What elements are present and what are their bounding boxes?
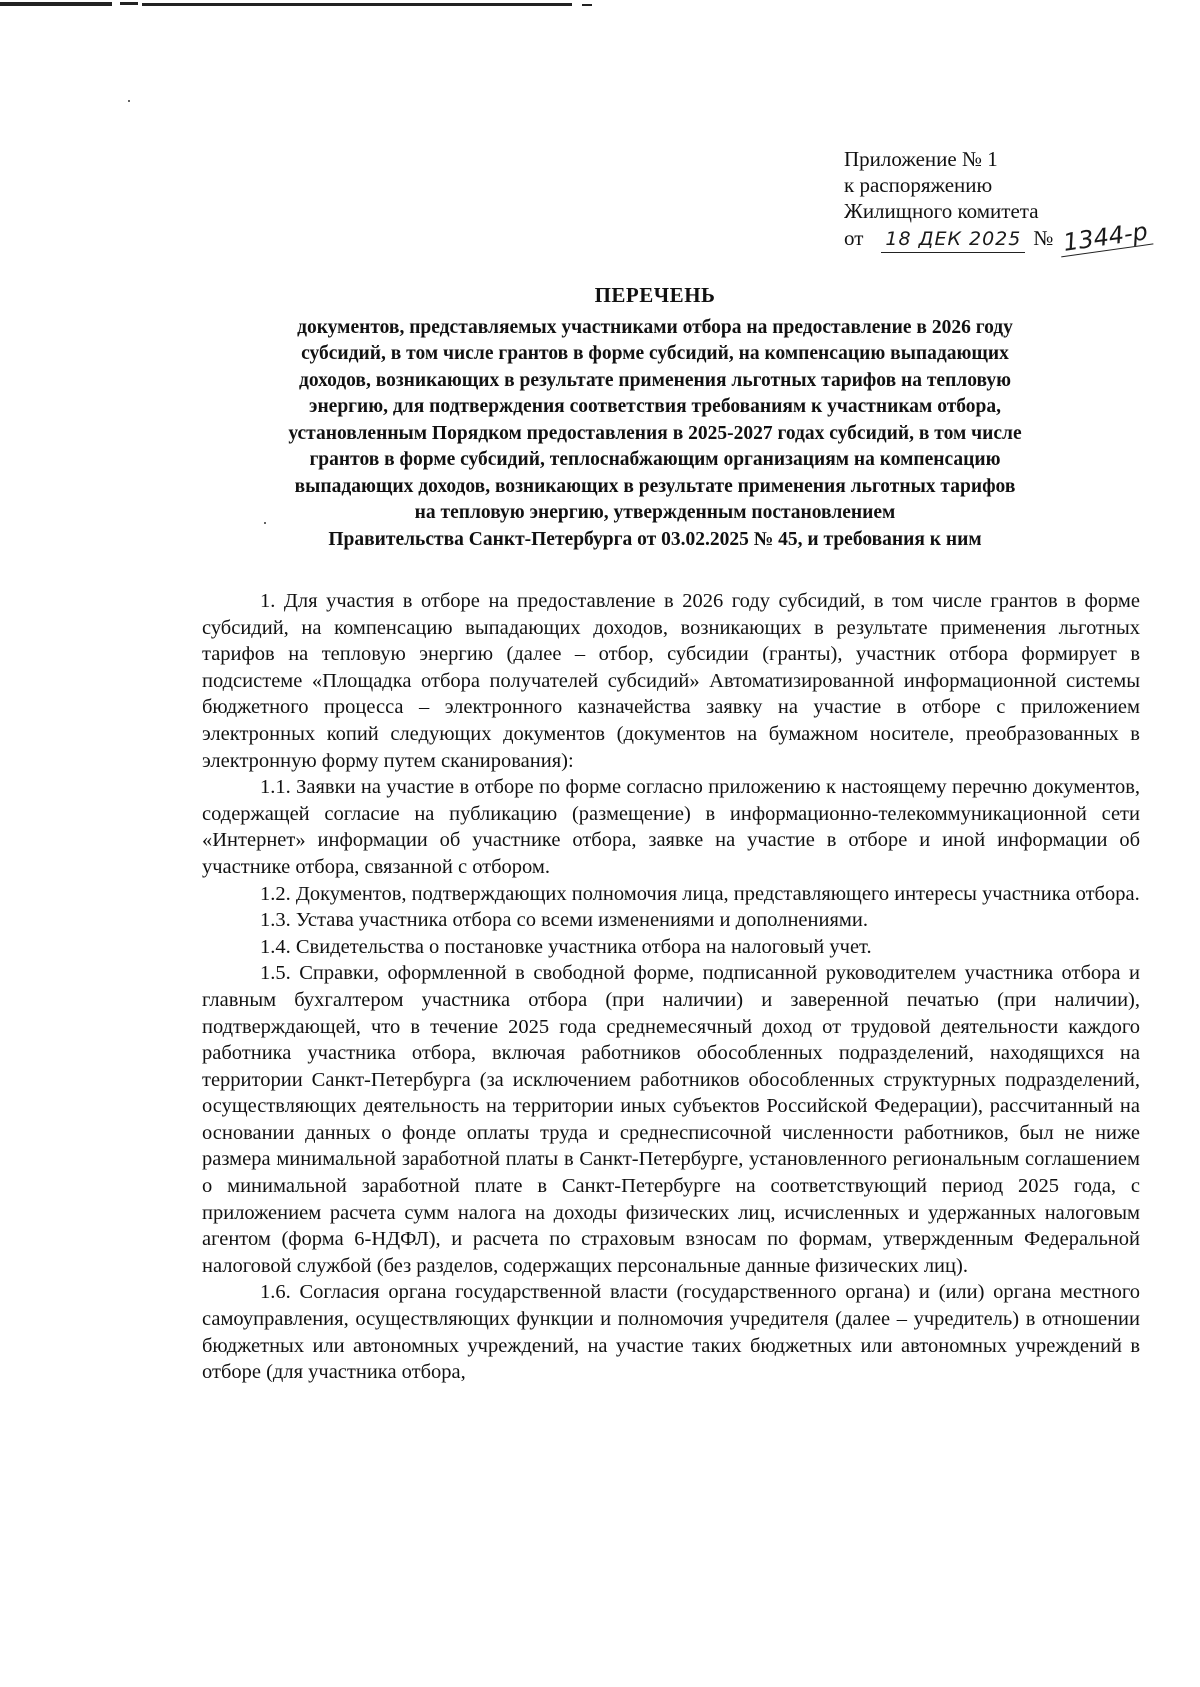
body-paragraph: 1.6. Согласия органа государственной власти (государственного органа) и (или) органа местного самоуправления, осуществляющих функции и полномочия учредителя (далее – учредитель) в отношении бюджетных или автономных учреждений, на участие таких бюджетных или автономных учреждений в отборе (для участника отбора, — [202, 1281, 1140, 1384]
scan-artifact-line — [142, 3, 572, 6]
title-line: на тепловую энергию, утвержденным постановлением — [414, 502, 896, 523]
title-line: субсидий, в том числе грантов в форме субсидий, на компенсацию выпадающих — [301, 343, 1009, 364]
title-line: документов, представляемых участниками отбора на предоставление в 2026 году — [297, 316, 1013, 338]
handwritten-date-stamp: 18 ДЕК 2025 — [881, 226, 1025, 253]
title-line: Правительства Санкт-Петербурга от 03.02.2025 № 45, и требования к ним — [328, 528, 982, 550]
scan-artifact-line — [582, 4, 592, 6]
document-title-block — [190, 282, 1120, 553]
appendix-header — [844, 146, 1152, 257]
title-line: доходов, возникающих в результате применения льготных тарифов на тепловую — [298, 369, 1012, 391]
body-paragraph: 1.5. Справки, оформленной в свободной форме, подписанной руководителем участника отбора и главным бухгалтером участника отбора (при наличии) и заверенной печатью (при наличии), подтверждающей, что в течение 2025 года среднемесячный доход от трудовой деятельности каждого работника участника отбора, включая работников обособленных подразделений, находящихся на территории Санкт-Петербурга (за исключением работников обособленных структурных подразделений, осуществляющих деятельность на территории иных субъектов Российской Федерации), рассчитанный на основании данных о фонде оплаты труда и среднесписочной численности работников, был не ниже размера минимальной заработной платы в Санкт-Петербурге, установленного региональным соглашением о минимальной заработной плате в Санкт-Петербурге на соответствующий период 2025 года, с приложением расчета сумм налога на доходы физических лиц, исчисленных и удержанных налоговым агентом (форма 6-НДФЛ), и расчета по страховым взносам по формам, утвержденным Федеральной налоговой службой (без разделов, содержащих персональные данные физических лиц). — [202, 962, 1140, 1277]
title-line: установленным Порядком предоставления в 2025-2027 годах субсидий, в том числе — [288, 422, 1022, 444]
appendix-line: к распоряжению — [844, 173, 993, 197]
scan-artifact-line — [0, 2, 112, 6]
title-line: энергию, для подтверждения соответствия требованиям к участникам отбора, — [309, 396, 1001, 417]
document-body — [202, 588, 1140, 1386]
appendix-line: Приложение № 1 — [844, 147, 998, 171]
appendix-line: Жилищного комитета — [844, 199, 1039, 223]
document-title: ПЕРЕЧЕНЬ — [594, 283, 716, 307]
title-line: выпадающих доходов, возникающих в результате применения льготных тарифов — [294, 475, 1016, 497]
title-line: грантов в форме субсидий, теплоснабжающим организациям на компенсацию — [309, 449, 1001, 470]
body-paragraph: 1.3. Устава участника отбора со всеми изменениями и дополнениями. — [260, 909, 868, 932]
body-paragraph: 1. Для участия в отборе на предоставление в 2026 году субсидий, в том числе грантов в форме субсидий, на компенсацию выпадающих доходов, возникающих в результате применения льготных тарифов на тепловую энергию (далее – отбор, субсидии (гранты), участник отбора формирует в подсистеме «Площадка отбора получателей субсидий» Автоматизированной информационной системы бюджетного процесса – электронного казначейства заявку на участие в отборе с приложением электронных копий следующих документов (документов на бумажном носителе, преобразованных в электронную форму путем сканирования): — [202, 590, 1140, 772]
scan-artifact-line — [120, 2, 138, 5]
body-paragraph: 1.4. Свидетельства о постановке участника отбора на налоговый учет. — [260, 935, 872, 958]
handwritten-document-number: 1344-р — [1058, 218, 1154, 258]
appendix-date-line — [844, 217, 1152, 257]
body-paragraph: 1.2. Документов, подтверждающих полномочия лица, представляющего интересы участника отбора. — [260, 882, 1140, 905]
date-prefix: от — [844, 226, 864, 250]
number-label: № — [1033, 226, 1054, 250]
scan-artifact-dot — [128, 100, 130, 102]
body-paragraph: 1.1. Заявки на участие в отборе по форме согласно приложению к настоящему перечню документов, содержащей согласие на публикацию (размещение) в информационно-телекоммуникационной сети «Интернет» информации об участнике отбора, заявке на участие в отборе и иной информации об участнике отбора, связанной с отбором. — [202, 776, 1140, 878]
